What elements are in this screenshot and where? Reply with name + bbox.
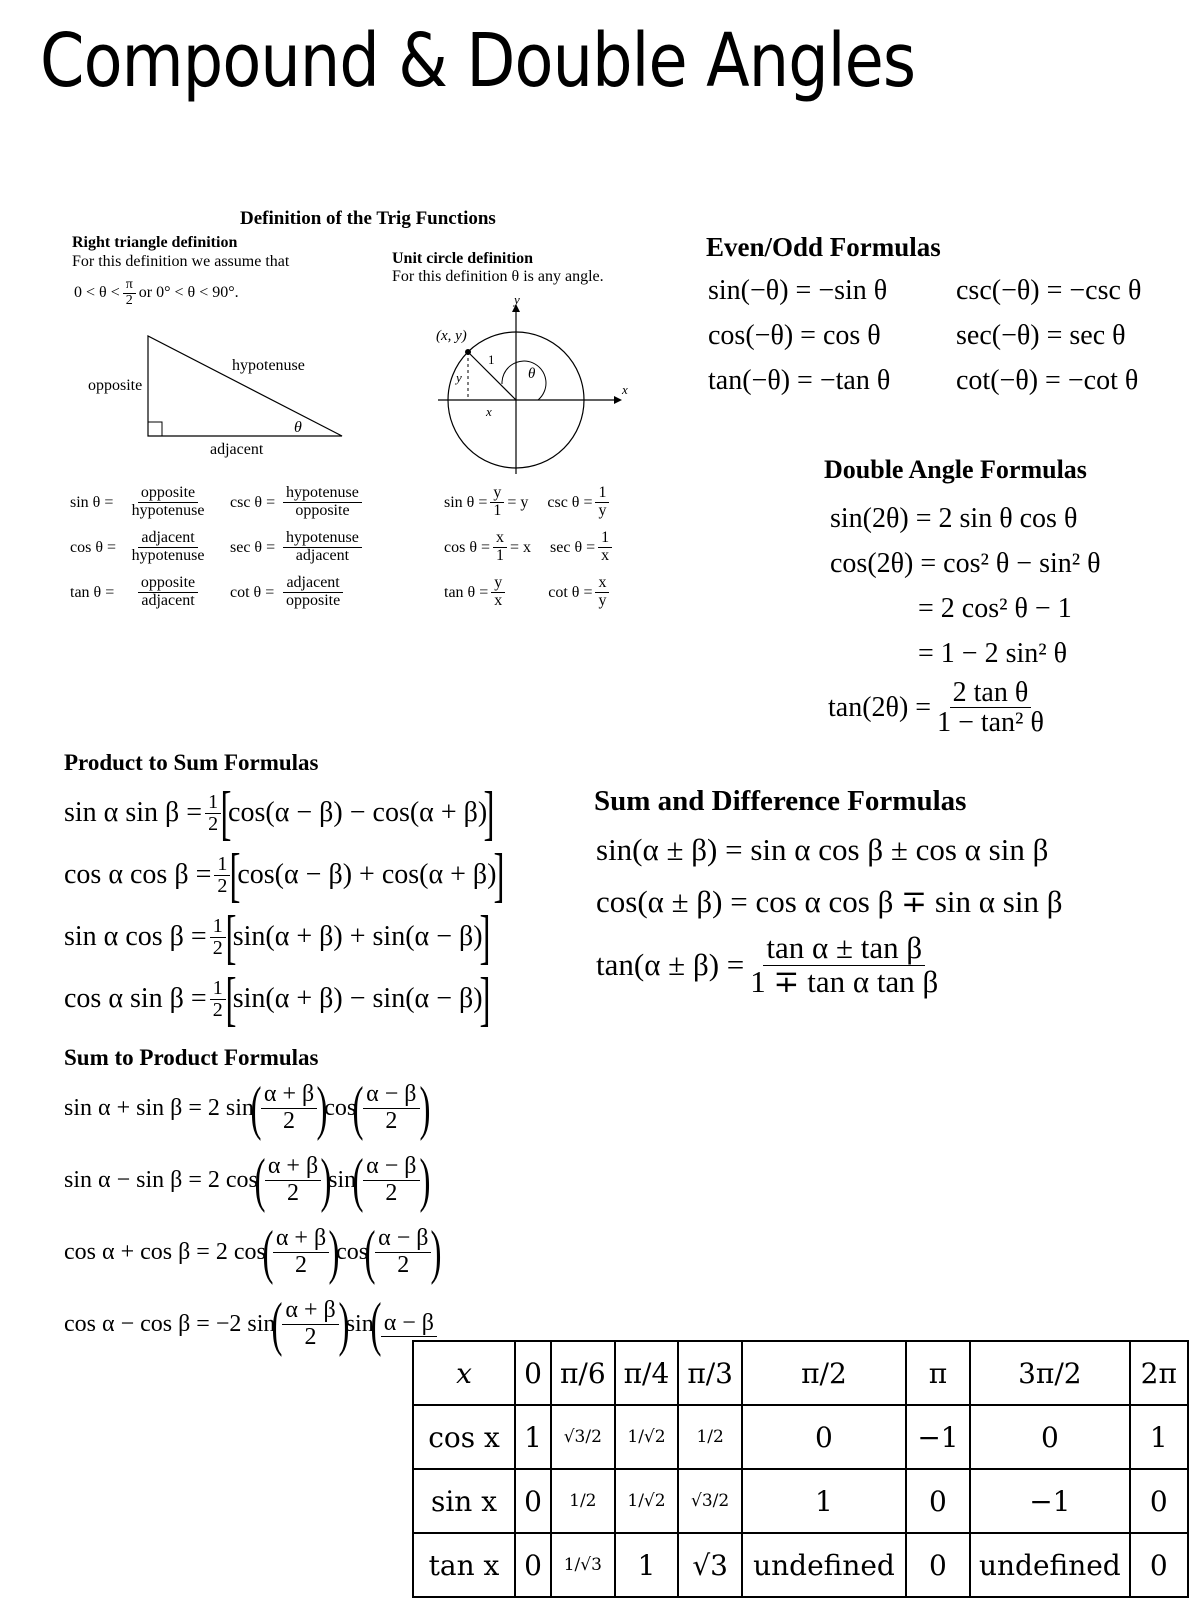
double-heading: Double Angle Formulas	[824, 455, 1087, 484]
right-triangle-condition: 0 < θ < $\frac{\pi}{2}$ or 0° < θ < 90°.	[74, 277, 239, 308]
table-cell: 0	[742, 1405, 906, 1469]
table-cell: 0	[515, 1341, 551, 1405]
table-cell: 1	[742, 1469, 906, 1533]
table-cell: 0	[906, 1533, 970, 1597]
sumdiff-formula: cos(α ± β) = cos α cos β ∓ sin α sin β	[596, 884, 1063, 919]
double-formula: sin(2θ) = 2 sin θ cos θ	[830, 503, 1078, 534]
tri-formula-row: sin θ = $\frac{\text{opposite}}{\text{hypotenuse}}$ csc θ = $\frac{\text{hypotenuse}}{\text{opposite}}$	[70, 480, 365, 525]
triangle-formulas	[70, 480, 365, 615]
defs-heading: Definition of the Trig Functions	[240, 208, 496, 229]
point-label: (x, y)	[436, 328, 467, 344]
product-formulas	[64, 780, 504, 1032]
evenodd-formula: cot(−θ) = −cot θ	[956, 365, 1139, 396]
table-cell: √3/2	[678, 1469, 742, 1533]
sumprod-formula: cos α − cos β = −2 sin ( $\frac{\alpha + \beta}{2}$ ) sin ( α − β	[64, 1288, 440, 1360]
table-header-row	[413, 1341, 1188, 1405]
triangle-shape	[148, 336, 342, 436]
angle-arc	[502, 361, 546, 400]
tri-label-opposite: opposite	[88, 377, 143, 394]
table-row	[413, 1469, 1188, 1533]
evenodd-formula: cos(−θ) = cos θ	[708, 320, 881, 351]
sumprod-formula: cos α + cos β = 2 cos ( $\frac{\alpha + \beta}{2}$ ) cos ( $\frac{\alpha - \beta}{2}$ )	[64, 1219, 442, 1285]
double-tan-formula: tan(2θ) = $\frac{\text{2 tan θ}}{\text{1 − tan² θ}}$	[828, 677, 1044, 739]
sumprod-formula: sin α + sin β = 2 sin ( $\frac{\alpha + \beta}{2}$ ) cos ( $\frac{\alpha - \beta}{2}$ )	[64, 1075, 430, 1141]
table-cell: 1/2	[678, 1405, 742, 1469]
table-cell: 0	[515, 1533, 551, 1597]
table-cell: 1/2	[551, 1469, 615, 1533]
double-formula: cos(2θ) = cos² θ − sin² θ	[830, 548, 1101, 579]
unit-formula-row: sin θ = $\frac{y}{1}$ = y csc θ = $\frac{1}{y}$	[444, 480, 615, 525]
evenodd-right	[956, 268, 1141, 403]
y-label: y	[456, 370, 462, 385]
tri-label-theta: θ	[294, 419, 302, 436]
table-cell: x	[413, 1341, 515, 1405]
table-cell: tan x	[413, 1533, 515, 1597]
right-triangle-text: For this definition we assume that	[72, 253, 290, 270]
table-cell: 0	[515, 1469, 551, 1533]
unit-circle-heading: Unit circle definition	[392, 250, 534, 267]
table-cell: 0	[970, 1405, 1130, 1469]
double-formulas	[830, 496, 1101, 676]
x-label: x	[486, 404, 492, 419]
evenodd-left	[708, 268, 890, 403]
sumdiff-tan-formula: tan(α ± β) = $\frac{\text{tan α ± tan β}}{\text{1 ∓ tan α tan β}}$	[596, 930, 939, 999]
table-row	[413, 1405, 1188, 1469]
table-cell: 2π	[1130, 1341, 1188, 1405]
unit-circle-diagram	[430, 290, 630, 480]
table-cell: 1	[615, 1533, 679, 1597]
sumprod-formula: sin α − sin β = 2 cos ( $\frac{\alpha + \beta}{2}$ ) sin ( $\frac{\alpha - \beta}{2}$ )	[64, 1147, 430, 1213]
table-cell: 1/√2	[615, 1405, 679, 1469]
right-triangle-heading: Right triangle definition	[72, 234, 238, 251]
tri-formula-row: tan θ = $\frac{\text{opposite}}{\text{adjacent}}$ cot θ = $\frac{\text{adjacent}}{\text{opposite}}$	[70, 570, 365, 615]
table-cell: 1/√2	[615, 1469, 679, 1533]
double-formula: = 2 cos² θ − 1	[918, 593, 1072, 624]
double-formula: = 1 − 2 sin² θ	[918, 638, 1068, 669]
x-axis-label: x	[622, 382, 628, 397]
table-cell: 0	[1130, 1469, 1188, 1533]
unit-formula-row: tan θ = $\frac{y}{x}$ cot θ = $\frac{x}{y}$	[444, 570, 615, 615]
table-cell: 3π/2	[970, 1341, 1130, 1405]
page-title: Compound & Double Angles	[40, 18, 916, 104]
evenodd-heading: Even/Odd Formulas	[706, 232, 941, 262]
table-cell: 1	[515, 1405, 551, 1469]
table-cell: 0	[906, 1469, 970, 1533]
table-cell: √3	[678, 1533, 742, 1597]
table-row	[413, 1533, 1188, 1597]
table-cell: 0	[1130, 1533, 1188, 1597]
table-cell: −1	[970, 1469, 1130, 1533]
special-angles-table	[412, 1340, 1189, 1598]
tri-label-adjacent: adjacent	[210, 441, 264, 458]
table-cell: π	[906, 1341, 970, 1405]
evenodd-formula: sin(−θ) = −sin θ	[708, 275, 888, 306]
table-cell: undefined	[742, 1533, 906, 1597]
table-cell: √3/2	[551, 1405, 615, 1469]
y-axis-label: y	[514, 292, 520, 307]
table-cell: π/3	[678, 1341, 742, 1405]
unit-formula-row: cos θ = $\frac{x}{1}$ = x sec θ = $\frac{1}{x}$	[444, 525, 615, 570]
table-cell: π/6	[551, 1341, 615, 1405]
table-cell: sin x	[413, 1469, 515, 1533]
sumdiff-formula: sin(α ± β) = sin α cos β ± cos α sin β	[596, 832, 1049, 867]
evenodd-formula: sec(−θ) = sec θ	[956, 320, 1126, 351]
right-angle-mark	[148, 422, 162, 436]
table-cell: 1/√3	[551, 1533, 615, 1597]
evenodd-formula: tan(−θ) = −tan θ	[708, 365, 891, 396]
table-cell: π/4	[615, 1341, 679, 1405]
sumdiff-formulas	[596, 824, 1062, 928]
right-triangle-diagram	[60, 320, 360, 470]
product-formula: sin α cos β = $\frac{1}{2}$ [ sin(α + β) + sin(α − β) ]	[64, 904, 491, 970]
table-cell: −1	[906, 1405, 970, 1469]
theta-label: θ	[528, 366, 536, 382]
table-cell: 1	[1130, 1405, 1188, 1469]
product-heading: Product to Sum Formulas	[64, 750, 319, 775]
table-cell: π/2	[742, 1341, 906, 1405]
tri-formula-row: cos θ = $\frac{\text{adjacent}}{\text{hypotenuse}}$ sec θ = $\frac{\text{hypotenuse}}{\text{adjacent}}$	[70, 525, 365, 570]
table-cell: cos x	[413, 1405, 515, 1469]
unit-formulas	[444, 480, 615, 615]
sumprod-heading: Sum to Product Formulas	[64, 1045, 319, 1070]
sumdiff-heading: Sum and Difference Formulas	[594, 785, 967, 817]
sumprod-formulas	[64, 1072, 440, 1360]
product-formula: sin α sin β = $\frac{1}{2}$ [ cos(α − β) − cos(α + β) ]	[64, 780, 495, 846]
evenodd-formula: csc(−θ) = −csc θ	[956, 275, 1142, 306]
tri-label-hypotenuse: hypotenuse	[232, 357, 305, 374]
product-formula: cos α cos β = $\frac{1}{2}$ [ cos(α − β) + cos(α + β) ]	[64, 842, 504, 908]
table-cell: undefined	[970, 1533, 1130, 1597]
product-formula: cos α sin β = $\frac{1}{2}$ [ sin(α + β) − sin(α − β) ]	[64, 966, 491, 1032]
unit-circle-text: For this definition θ is any angle.	[392, 268, 604, 285]
x-axis-arrow	[614, 396, 622, 404]
point-marker	[465, 349, 471, 355]
radius-label: 1	[488, 352, 495, 367]
